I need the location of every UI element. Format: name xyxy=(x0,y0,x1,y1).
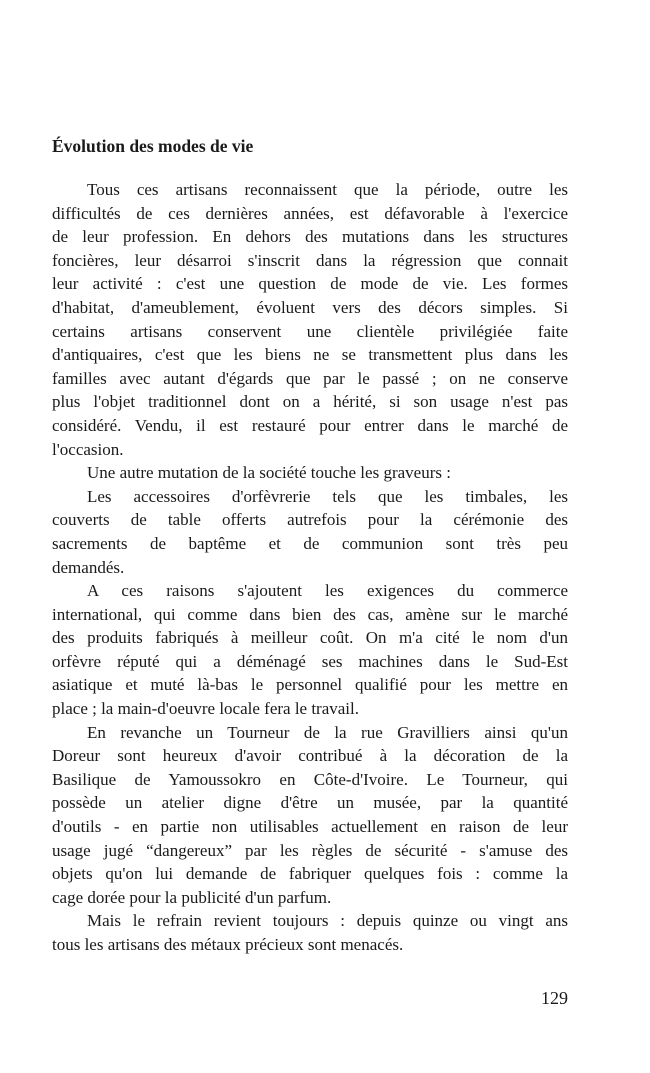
text-line: plus l'objet traditionnel dont on a hérité, si son usage n'est pas xyxy=(52,392,568,412)
text-line: considéré. Vendu, il est restauré pour entrer dans le marché de xyxy=(52,415,568,435)
paragraph xyxy=(52,579,568,721)
text-line: tous les artisans des métaux précieux sont menacés. xyxy=(52,935,404,954)
section-heading: Évolution des modes de vie xyxy=(52,136,254,156)
text-line: En revanche un Tourneur de la rue Gravilliers ainsi qu'un xyxy=(87,722,568,742)
text-line: foncières, leur désarroi s'inscrit dans la régression que connait xyxy=(52,250,568,270)
paragraph xyxy=(52,461,568,485)
paragraph xyxy=(52,721,568,910)
text-line: difficultés de ces dernières années, est défavorable à l'exercice xyxy=(52,203,568,223)
text-line: A ces raisons s'ajoutent les exigences du commerce xyxy=(87,581,568,601)
text-line: Mais le refrain revient toujours : depuis quinze ou vingt ans xyxy=(87,911,568,931)
text-line: sacrements de baptême et de communion sont très peu xyxy=(52,533,568,553)
text-line: place ; la main-d'oeuvre locale fera le travail. xyxy=(52,699,360,719)
text-line: leur activité : c'est une question de mode de vie. Les formes xyxy=(52,274,568,294)
text-line: des produits fabriqués à meilleur coût. On m'a cité le nom d'un xyxy=(52,628,568,648)
paragraph xyxy=(52,909,568,956)
text-line: Tous ces artisans reconnaissent que la période, outre les xyxy=(87,180,568,199)
text-line: certains artisans conservent une clientèle privilégiée faite xyxy=(52,321,568,341)
text-line: couverts de table offerts autrefois pour la cérémonie des xyxy=(52,510,568,530)
text-line: possède un atelier digne d'être un musée, par la quantité xyxy=(52,793,568,813)
text-line: Une autre mutation de la société touche les graveurs : xyxy=(87,463,451,483)
text-line: Les accessoires d'orfèvrerie tels que les timbales, les xyxy=(87,486,568,506)
text-line: asiatique et muté là-bas le personnel qualifié pour les mettre en xyxy=(52,675,568,695)
text-line: objets qu'on lui demande de fabriquer quelques fois : comme la xyxy=(52,864,568,884)
text-line: d'habitat, d'ameublement, évoluent vers des décors simples. Si xyxy=(52,297,568,317)
text-line: familles avec autant d'égards que par le passé ; on ne conserve xyxy=(52,368,568,388)
text-line: Doreur sont heureux d'avoir contribué à la décoration de la xyxy=(52,746,568,766)
paragraph xyxy=(52,178,568,461)
text-line: de leur profession. En dehors des mutations dans les structures xyxy=(52,227,568,247)
text-line: orfèvre réputé qui a déménagé ses machines dans le Sud-Est xyxy=(52,651,568,671)
paragraph xyxy=(52,485,568,579)
text-line: d'antiquaires, c'est que les biens ne se transmettent plus dans les xyxy=(52,345,568,365)
text-line: demandés. xyxy=(52,557,125,577)
text-line: d'outils - en partie non utilisables actuellement en raison de leur xyxy=(52,817,568,837)
body-text xyxy=(52,178,568,957)
text-line: cage dorée pour la publicité d'un parfum. xyxy=(52,887,332,907)
text-line: Basilique de Yamoussokro en Côte-d'Ivoire. Le Tourneur, qui xyxy=(52,769,568,789)
text-line: international, qui comme dans bien des cas, amène sur le marché xyxy=(52,604,568,624)
text-line: usage jugé “dangereux” par les règles de sécurité - s'amuse des xyxy=(52,840,568,860)
text-line: l'occasion. xyxy=(52,439,124,459)
page-number: 129 xyxy=(541,988,568,1008)
